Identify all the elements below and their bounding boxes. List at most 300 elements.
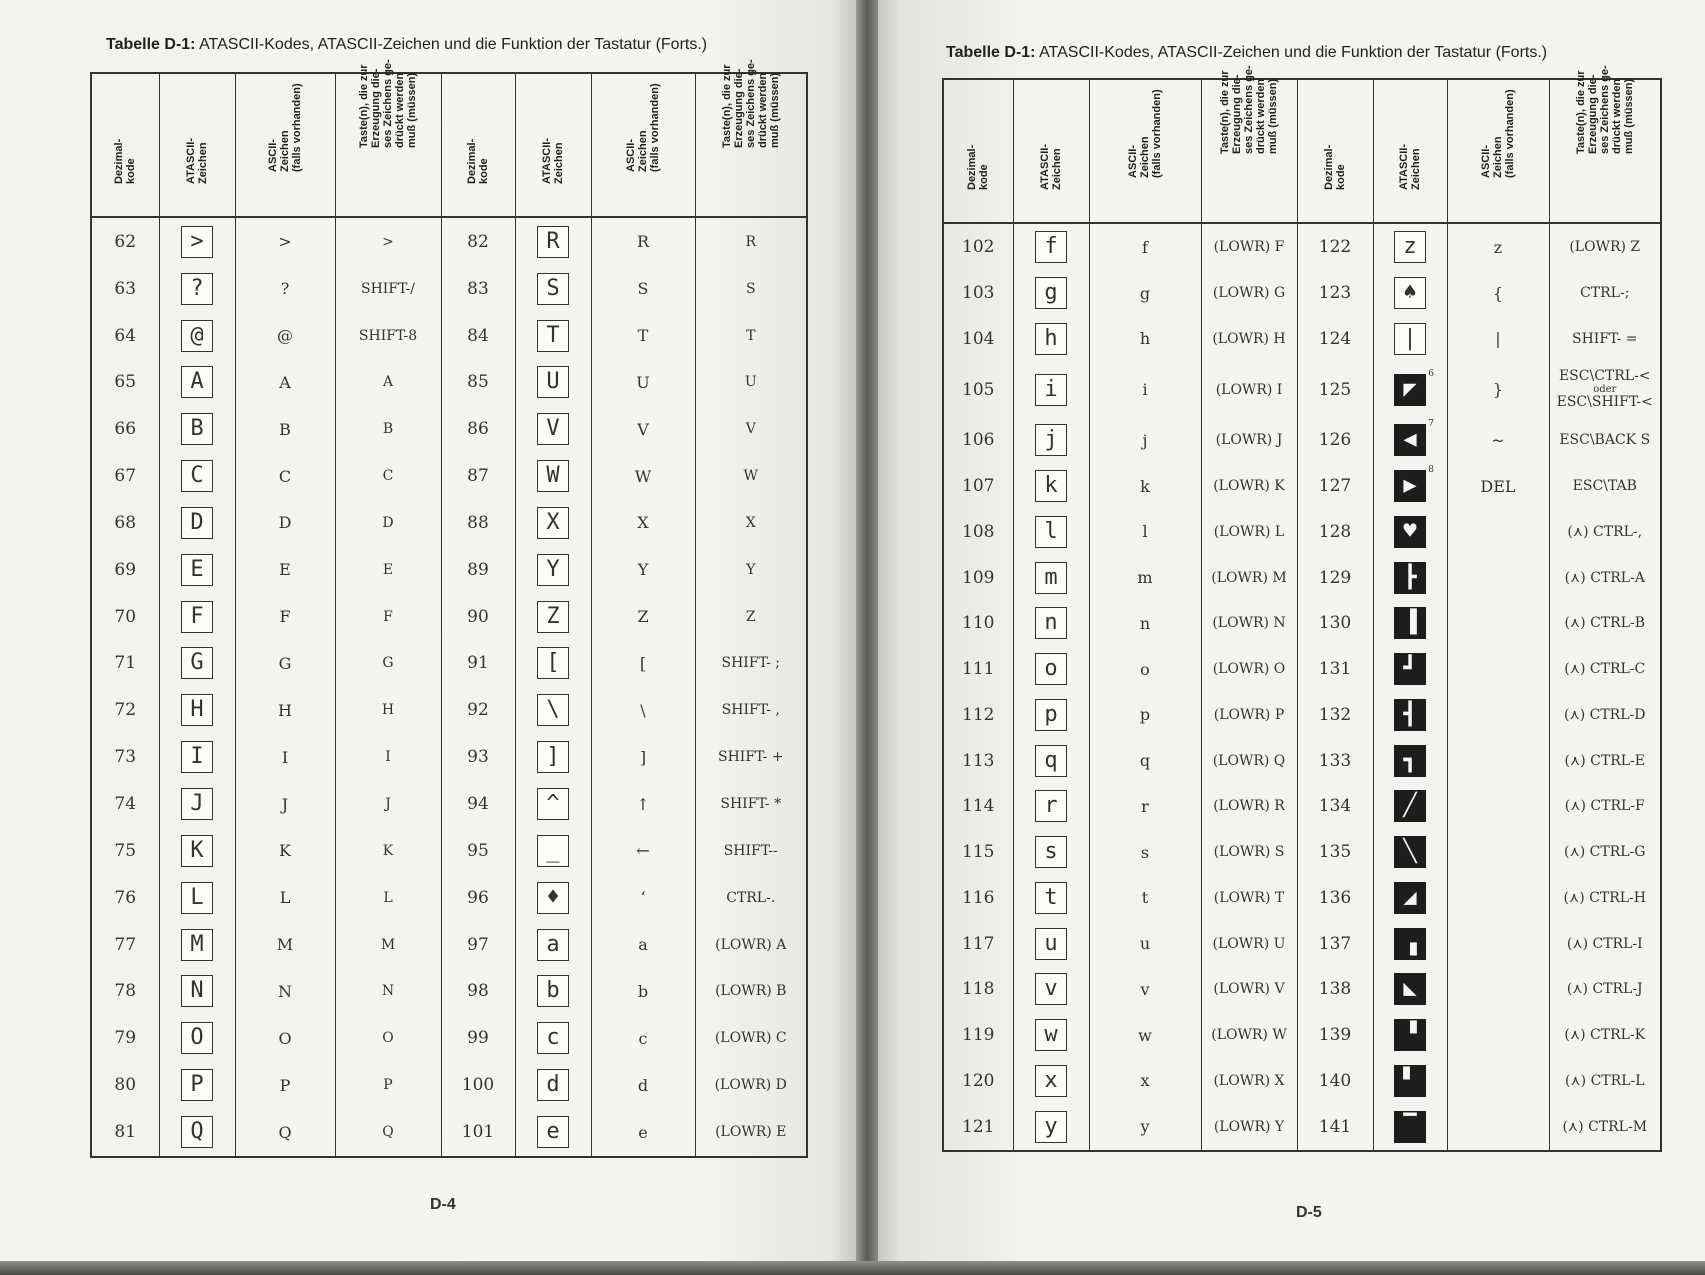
atascii-glyph-char: x (1044, 1067, 1058, 1093)
decimal-code: 74 (91, 781, 159, 828)
atascii-glyph (1035, 790, 1067, 822)
ascii-char: y (1089, 1104, 1201, 1151)
key-combo: (LOWR) Q (1201, 738, 1297, 784)
ascii-char: g (1089, 270, 1201, 316)
key-combo: (LOWR) N (1201, 600, 1297, 646)
atascii-glyph-char: ♠ (1403, 280, 1417, 306)
atascii-cell (515, 687, 591, 734)
ascii-char: I (235, 734, 335, 781)
decimal-code: 111 (943, 646, 1013, 692)
decimal-code: 140 (1297, 1058, 1373, 1104)
right-page (866, 0, 1705, 1275)
ascii-char: Y (591, 546, 695, 593)
table-row (91, 874, 807, 921)
key-combo: (LOWR) R (1201, 783, 1297, 829)
atascii-glyph (1394, 277, 1426, 309)
decimal-code: 128 (1297, 509, 1373, 555)
decimal-code: 91 (441, 640, 515, 687)
table-row (91, 217, 807, 265)
table-row (91, 734, 807, 781)
ascii-char (1447, 1104, 1549, 1151)
decimal-code: 117 (943, 921, 1013, 967)
key-combo: (⋏) CTRL-L (1549, 1058, 1661, 1104)
atascii-cell (1373, 829, 1447, 875)
atascii-glyph-char: ♥ (1403, 518, 1417, 544)
key-combo: (LOWR) M (1201, 555, 1297, 601)
atascii-glyph-char: h (1044, 325, 1058, 351)
decimal-code: 112 (943, 692, 1013, 738)
header-atascii (1373, 79, 1447, 223)
atascii-glyph-char: @ (190, 322, 204, 348)
key-combo: (⋏) CTRL-J (1549, 966, 1661, 1012)
atascii-cell (159, 874, 235, 921)
decimal-code: 67 (91, 453, 159, 500)
atascii-glyph (181, 320, 213, 352)
atascii-cell (515, 1062, 591, 1109)
decimal-code: 92 (441, 687, 515, 734)
table-row (91, 921, 807, 968)
key-combo: T (695, 312, 807, 359)
ascii-char (1447, 600, 1549, 646)
atascii-glyph (537, 694, 569, 726)
table-row (943, 1058, 1661, 1104)
atascii-glyph-char: H (190, 697, 204, 723)
ascii-char: N (235, 968, 335, 1015)
page-bottom-shadow (0, 1261, 1705, 1275)
decimal-code: 104 (943, 316, 1013, 362)
ascii-char: O (235, 1015, 335, 1062)
atascii-glyph (181, 1069, 213, 1101)
atascii-glyph (181, 601, 213, 633)
decimal-code: 81 (91, 1109, 159, 1158)
decimal-code: 62 (91, 217, 159, 265)
atascii-glyph-char: [ (546, 650, 560, 676)
header-taste (695, 59, 807, 217)
key-combo: SHIFT- + (695, 734, 807, 781)
atascii-cell (159, 1015, 235, 1062)
atascii-cell (515, 640, 591, 687)
ascii-char: X (591, 500, 695, 547)
key-combo: SHIFT- , (695, 687, 807, 734)
ascii-char: Z (591, 593, 695, 640)
atascii-cell (1013, 1104, 1089, 1151)
atascii-glyph (1394, 973, 1426, 1005)
table-row (943, 463, 1661, 509)
ascii-char: @ (235, 312, 335, 359)
ascii-char: x (1089, 1058, 1201, 1104)
key-combo: (LOWR) A (695, 921, 807, 968)
table-row (91, 359, 807, 406)
header-text: Taste(n), die zur Erzeugung die- ses Zeichens ge- drückt werden muß (müssen) (1574, 65, 1635, 154)
atascii-glyph (181, 1022, 213, 1054)
atascii-cell (1373, 921, 1447, 967)
header-taste (1201, 65, 1297, 223)
ascii-char: o (1089, 646, 1201, 692)
header-text: Taste(n), die zur Erzeugung die- ses Zeichens ge- drückt werden muß (müssen) (720, 59, 781, 148)
table-row (943, 600, 1661, 646)
footnote-marker: 8 (1428, 465, 1434, 476)
table-row (943, 316, 1661, 362)
atascii-glyph (537, 1022, 569, 1054)
decimal-code: 73 (91, 734, 159, 781)
header-text: ATASCII- Zeichen (1398, 143, 1422, 190)
table-row (91, 781, 807, 828)
ascii-char: ? (235, 265, 335, 312)
header-ascii (591, 73, 695, 217)
key-combo: SHIFT- = (1549, 316, 1661, 362)
decimal-code: 123 (1297, 270, 1373, 316)
atascii-glyph (1035, 973, 1067, 1005)
atascii-cell (1373, 1012, 1447, 1058)
atascii-glyph-char: r (1044, 793, 1058, 819)
atascii-glyph-char: b (546, 978, 560, 1004)
key-combo: SHIFT-/ (335, 265, 441, 312)
decimal-code: 71 (91, 640, 159, 687)
key-combo: (LOWR) T (1201, 875, 1297, 921)
atascii-cell (159, 453, 235, 500)
decimal-code: 83 (441, 265, 515, 312)
atascii-glyph-char: \ (546, 697, 560, 723)
atascii-glyph-char: k (1044, 473, 1058, 499)
key-combo: (LOWR) B (695, 968, 807, 1015)
atascii-glyph (181, 788, 213, 820)
decimal-code: 141 (1297, 1104, 1373, 1151)
atascii-glyph (1035, 1065, 1067, 1097)
ascii-char (1447, 738, 1549, 784)
key-combo: U (695, 359, 807, 406)
table-row (943, 692, 1661, 738)
ascii-char: ~ (1447, 417, 1549, 463)
key-combo: Z (695, 593, 807, 640)
atascii-cell (1013, 1058, 1089, 1104)
key-combo: (LOWR) J (1201, 417, 1297, 463)
key-combo: > (335, 217, 441, 265)
atascii-cell (1373, 966, 1447, 1012)
ascii-char: l (1089, 509, 1201, 555)
atascii-glyph-char: z (1403, 234, 1417, 260)
key-combo: A (335, 359, 441, 406)
key-combo: (⋏) CTRL-M (1549, 1104, 1661, 1151)
atascii-glyph (1035, 277, 1067, 309)
header-text: ATASCII- Zeichen (541, 137, 565, 184)
atascii-glyph-char: ♦ (546, 884, 560, 910)
decimal-code: 85 (441, 359, 515, 406)
atascii-glyph-char: w (1044, 1022, 1058, 1048)
decimal-code: 129 (1297, 555, 1373, 601)
atascii-glyph-char: B (190, 416, 204, 442)
atascii-glyph (1394, 836, 1426, 868)
atascii-cell (1373, 692, 1447, 738)
atascii-glyph-char: ▝ (1403, 1022, 1417, 1048)
atascii-glyph (1394, 790, 1426, 822)
atascii-cell (1373, 316, 1447, 362)
atascii-cell (159, 968, 235, 1015)
decimal-code: 76 (91, 874, 159, 921)
atascii-glyph (537, 1069, 569, 1101)
atascii-cell (159, 546, 235, 593)
atascii-cell (515, 921, 591, 968)
page-number: D-4 (430, 1196, 456, 1213)
atascii-glyph-char: ◀ (1403, 427, 1417, 453)
header-ascii (1447, 79, 1549, 223)
decimal-code: 131 (1297, 646, 1373, 692)
atascii-cell (1013, 692, 1089, 738)
table-row (943, 738, 1661, 784)
key-combo: (⋏) CTRL-, (1549, 509, 1661, 555)
decimal-code: 80 (91, 1062, 159, 1109)
ascii-char: h (1089, 316, 1201, 362)
atascii-cell (515, 312, 591, 359)
decimal-code: 68 (91, 500, 159, 547)
key-combo-line: oder (1593, 384, 1617, 396)
key-combo: E (335, 546, 441, 593)
atascii-cell (1013, 270, 1089, 316)
key-combo: C (335, 453, 441, 500)
atascii-glyph (1394, 562, 1426, 594)
table-row (943, 555, 1661, 601)
atascii-cell (159, 1109, 235, 1158)
decimal-code: 95 (441, 827, 515, 874)
atascii-glyph-char: l (1044, 518, 1058, 544)
key-combo: Y (695, 546, 807, 593)
atascii-glyph (1035, 516, 1067, 548)
atascii-cell (1013, 783, 1089, 829)
atascii-cell (1373, 783, 1447, 829)
ascii-char (1447, 875, 1549, 921)
atascii-glyph-char: Z (546, 603, 560, 629)
footnote-marker: 7 (1428, 419, 1434, 430)
atascii-glyph-char: ┓ (1403, 747, 1417, 773)
ascii-char: e (591, 1109, 695, 1158)
table-row (943, 646, 1661, 692)
decimal-code: 115 (943, 829, 1013, 875)
ascii-char: Q (235, 1109, 335, 1158)
atascii-glyph-char: n (1044, 610, 1058, 636)
decimal-code: 132 (1297, 692, 1373, 738)
key-combo: (LOWR) P (1201, 692, 1297, 738)
decimal-code: 136 (1297, 875, 1373, 921)
atascii-cell (1013, 966, 1089, 1012)
atascii-cell (1013, 362, 1089, 418)
atascii-glyph-char: ┛ (1403, 656, 1417, 682)
ascii-char: i (1089, 362, 1201, 418)
atascii-glyph (1394, 607, 1426, 639)
atascii-cell (1373, 738, 1447, 784)
atascii-glyph-char: | (1403, 325, 1417, 351)
atascii-cell (515, 546, 591, 593)
atascii-cell (1013, 738, 1089, 784)
decimal-code: 97 (441, 921, 515, 968)
atascii-glyph-char: P (190, 1072, 204, 1098)
atascii-glyph (537, 741, 569, 773)
atascii-cell (515, 217, 591, 265)
decimal-code: 66 (91, 406, 159, 453)
key-combo: M (335, 921, 441, 968)
key-combo: (LOWR) I (1201, 362, 1297, 418)
ascii-char: ‘ (591, 874, 695, 921)
atascii-glyph-char: u (1044, 930, 1058, 956)
key-combo: (LOWR) E (695, 1109, 807, 1158)
ascii-char: w (1089, 1012, 1201, 1058)
decimal-code: 100 (441, 1062, 515, 1109)
decimal-code: 94 (441, 781, 515, 828)
key-combo: (LOWR) G (1201, 270, 1297, 316)
atascii-glyph (1035, 1111, 1067, 1143)
atascii-glyph (1394, 653, 1426, 685)
ascii-char: m (1089, 555, 1201, 601)
atascii-cell (515, 453, 591, 500)
atascii-glyph (1035, 470, 1067, 502)
key-combo: (⋏) CTRL-K (1549, 1012, 1661, 1058)
atascii-glyph-char: s (1044, 839, 1058, 865)
header-dezimal (91, 73, 159, 217)
table-row (91, 312, 807, 359)
key-combo: B (335, 406, 441, 453)
atascii-glyph (1035, 653, 1067, 685)
atascii-glyph-char: i (1044, 376, 1058, 402)
atascii-glyph (181, 929, 213, 961)
decimal-code: 135 (1297, 829, 1373, 875)
ascii-char: { (1447, 270, 1549, 316)
table-row (943, 362, 1661, 418)
atascii-glyph (181, 741, 213, 773)
header-dezimal (441, 73, 515, 217)
key-combo: D (335, 500, 441, 547)
ascii-char: s (1089, 829, 1201, 875)
table-caption: Tabelle D-1: ATASCII-Kodes, ATASCII-Zeichen und die Funktion der Tastatur (Forts.) (106, 36, 708, 53)
decimal-code: 127 (1297, 463, 1373, 509)
ascii-char: u (1089, 921, 1201, 967)
ascii-char: W (591, 453, 695, 500)
atascii-glyph (181, 413, 213, 445)
atascii-glyph (537, 507, 569, 539)
ascii-table (90, 59, 808, 1158)
table-row (943, 509, 1661, 555)
ascii-char (1447, 966, 1549, 1012)
decimal-code: 82 (441, 217, 515, 265)
atascii-glyph-char: f (1044, 234, 1058, 260)
atascii-glyph-char: a (546, 931, 560, 957)
atascii-cell (1013, 829, 1089, 875)
header-text: ATASCII- Zeichen (1039, 143, 1063, 190)
table-row (91, 1015, 807, 1062)
ascii-char (1447, 646, 1549, 692)
ascii-char: c (591, 1015, 695, 1062)
atascii-cell (1013, 223, 1089, 270)
atascii-glyph (181, 273, 213, 305)
atascii-glyph (537, 835, 569, 867)
footnote-marker: 6 (1428, 368, 1434, 379)
ascii-char: \ (591, 687, 695, 734)
atascii-glyph (537, 460, 569, 492)
ascii-char: F (235, 593, 335, 640)
atascii-cell (1373, 362, 1447, 418)
key-combo: N (335, 968, 441, 1015)
ascii-char: DEL (1447, 463, 1549, 509)
ascii-char: | (1447, 316, 1549, 362)
decimal-code: 64 (91, 312, 159, 359)
table-row (943, 966, 1661, 1012)
decimal-code: 70 (91, 593, 159, 640)
atascii-glyph (1035, 607, 1067, 639)
atascii-glyph-char: E (190, 556, 204, 582)
decimal-code: 103 (943, 270, 1013, 316)
atascii-glyph (1394, 882, 1426, 914)
decimal-code: 79 (91, 1015, 159, 1062)
atascii-cell (159, 827, 235, 874)
atascii-glyph (1394, 323, 1426, 355)
atascii-cell (1013, 600, 1089, 646)
atascii-glyph (1394, 368, 1434, 406)
atascii-cell (159, 265, 235, 312)
ascii-char: J (235, 781, 335, 828)
atascii-glyph (537, 554, 569, 586)
atascii-glyph-char: ╲ (1403, 839, 1417, 865)
table-row (91, 968, 807, 1015)
header-text: ASCII- Zeichen (falls vorhanden) (267, 83, 303, 172)
decimal-code: 78 (91, 968, 159, 1015)
atascii-glyph-char: ▗ (1403, 930, 1417, 956)
key-combo: R (695, 217, 807, 265)
atascii-cell (1013, 463, 1089, 509)
atascii-glyph (181, 694, 213, 726)
key-combo: ESC\BACK S (1549, 417, 1661, 463)
table-row (91, 1062, 807, 1109)
table-row (943, 223, 1661, 270)
key-combo: J (335, 781, 441, 828)
decimal-code: 124 (1297, 316, 1373, 362)
key-combo: (⋏) CTRL-G (1549, 829, 1661, 875)
table-row (943, 921, 1661, 967)
table-caption: Tabelle D-1: ATASCII-Kodes, ATASCII-Zeichen und die Funktion der Tastatur (Forts.) (946, 44, 1548, 61)
header-text: Dezimal- kode (966, 144, 991, 190)
atascii-glyph-char: R (546, 228, 560, 254)
atascii-glyph-char: _ (546, 837, 560, 863)
ascii-char: K (235, 827, 335, 874)
atascii-glyph-char: ╱ (1403, 793, 1417, 819)
ascii-char (1447, 783, 1549, 829)
decimal-code: 75 (91, 827, 159, 874)
key-combo: SHIFT-- (695, 827, 807, 874)
ascii-char: ← (591, 827, 695, 874)
decimal-code: 119 (943, 1012, 1013, 1058)
decimal-code: 98 (441, 968, 515, 1015)
key-combo: H (335, 687, 441, 734)
key-combo: (LOWR) Z (1549, 223, 1661, 270)
atascii-glyph (181, 554, 213, 586)
decimal-code: 139 (1297, 1012, 1373, 1058)
atascii-glyph-char: D (190, 509, 204, 535)
table-row (91, 453, 807, 500)
ascii-char: v (1089, 966, 1201, 1012)
atascii-cell (159, 1062, 235, 1109)
atascii-glyph (1394, 928, 1426, 960)
atascii-glyph-char: ^ (546, 791, 560, 817)
atascii-glyph (1394, 419, 1434, 456)
decimal-code: 86 (441, 406, 515, 453)
header-ascii (235, 73, 335, 217)
key-combo: (⋏) CTRL-H (1549, 875, 1661, 921)
atascii-glyph-char: ▘ (1403, 1067, 1417, 1093)
ascii-char: } (1447, 362, 1549, 418)
atascii-glyph (1035, 1019, 1067, 1051)
atascii-glyph-char: W (546, 463, 560, 489)
atascii-cell (1013, 417, 1089, 463)
atascii-cell (1373, 1058, 1447, 1104)
atascii-cell (1373, 509, 1447, 555)
atascii-glyph (537, 320, 569, 352)
ascii-char: T (591, 312, 695, 359)
